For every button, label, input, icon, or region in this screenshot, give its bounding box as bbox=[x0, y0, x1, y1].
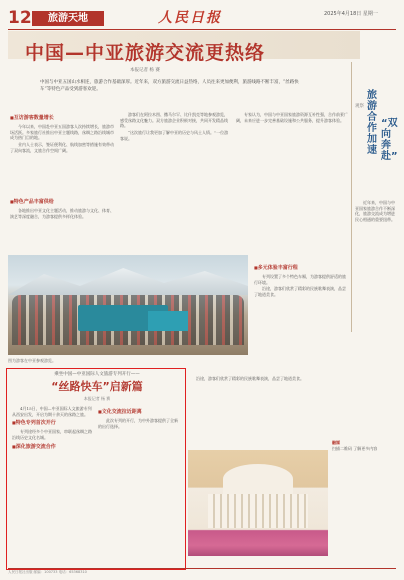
qr-ad-title: 融媒 bbox=[332, 440, 340, 445]
feature-para-1: 4月15日，中国—中亚国际人文旅游专列从西安出发，开启为期十余天的丝路之旅。 bbox=[12, 406, 92, 417]
sidebar-tag: 观察 bbox=[355, 104, 364, 109]
feature-para-3: 此次专列的开行，为中外游客提供了全新的出行选择。 bbox=[98, 418, 178, 429]
column-1-subhead: ■ 互访游客数量增长 bbox=[10, 114, 114, 122]
feature-column-1 bbox=[12, 406, 94, 564]
feature-subhead-3: ■ 文化交流拉近距离 bbox=[98, 408, 180, 416]
feature-subhead-2: ■ 深化旅游交流合作 bbox=[12, 443, 94, 451]
column-1-para-1: 今年以来，中国赴中亚五国游客人次持续增长，旅游市场活跃。多家旅行社推出中亚主题线路，丝绸之路沿线城市成为热门目的地。 bbox=[10, 124, 114, 141]
sidebar-text: 近年来，中国与中亚国家旅游合作不断深化，旅游交流成为增进民心相通的重要纽带。 bbox=[355, 200, 395, 223]
right-column-para-1: 专列设置了多个特色车厢，为游客提供舒适的旅行环境。 bbox=[254, 274, 346, 285]
feature-byline: 本报记者 杨 赛 bbox=[83, 396, 111, 401]
sidebar-body bbox=[355, 200, 397, 330]
right-column-subhead: ■ 多元体验丰富行程 bbox=[254, 264, 349, 272]
palace-text-para: 沿途，游客们欣赏了精彩的民族歌舞表演，品尝了地道美食。 bbox=[196, 376, 304, 381]
photo-mountains bbox=[8, 265, 248, 295]
footer-rule bbox=[8, 568, 396, 569]
page-number: 12 bbox=[8, 8, 32, 28]
group-photo bbox=[8, 255, 248, 355]
qr-ad-text: 扫描二维码 了解更多内容 bbox=[332, 445, 378, 451]
main-byline: 本报记者 杨 赛 bbox=[130, 68, 160, 73]
lead-text: 中国与中亚五国山水相连，旅游合作基础深厚。近年来，双方旅游交流日益热络，人员往来更加便利，旅游线路不断丰富，“丝路快车”等特色产品受到游客欢迎。 bbox=[40, 80, 299, 92]
page-header bbox=[8, 8, 396, 28]
page-footer: 人民日报社出版 邮编：100733 电话：65368310 bbox=[8, 570, 87, 574]
sidebar-title-2: “双向奔赴” bbox=[381, 118, 398, 162]
column-3-para-1: 游客们在阿拉木图、撒马尔罕、比什凯克等地参观游览，感受丝路文化魅力。双方旅游企业积极对接，共同开发精品线路。 bbox=[120, 112, 228, 129]
palace-photo bbox=[188, 450, 328, 556]
qr-ad-box bbox=[332, 440, 396, 520]
photo-flag-2 bbox=[148, 311, 188, 331]
column-4-para-1: 专家认为，中国与中亚国家旅游资源互补性强，合作前景广阔，未来应进一步完善基础设施和公共服务，提升游客体验。 bbox=[236, 112, 348, 123]
column-1-para-2: 业内人士表示，签证便利化、航线加密等措施有效带动了双向客流，文旅合作空间广阔。 bbox=[10, 142, 114, 153]
feature-headline: “丝路快车”启新篇 bbox=[51, 380, 143, 393]
feature-column-2 bbox=[98, 406, 180, 564]
article-column-1b bbox=[10, 196, 114, 251]
sidebar-divider bbox=[351, 62, 352, 332]
sidebar-title-1: 旅游合作加速 bbox=[367, 90, 377, 156]
dateline: 2025年4月18日 星期一 bbox=[324, 11, 378, 17]
column-3-para-2: “这次旅行让我更加了解中亚的历史与风土人情。”一位游客说。 bbox=[120, 130, 229, 141]
right-article-column bbox=[254, 262, 349, 372]
palace-text bbox=[188, 376, 328, 446]
article-column-3 bbox=[236, 112, 348, 252]
main-lead bbox=[40, 79, 310, 93]
feature-subhead-1: ■ 特色专列首次开行 bbox=[12, 419, 94, 427]
section-label: 旅游天地 bbox=[32, 11, 104, 26]
masthead-logo: 人民日报 bbox=[158, 10, 222, 26]
palace-columns bbox=[208, 494, 308, 528]
photo-caption: 图为游客在中亚参观游览。 bbox=[8, 358, 56, 363]
right-column-para-2: 沿途，游客们欣赏了精彩的民族歌舞表演，品尝了地道美食。 bbox=[254, 286, 346, 298]
feature-kicker: 乘坐中国—中亚国际人文旅游专列开行—— bbox=[54, 372, 140, 377]
main-title: 中国—中亚旅游交流更热络 bbox=[25, 42, 266, 64]
feature-para-2: 专列途经多个中亚国家，串联起丝绸之路沿线历史文化名城。 bbox=[12, 429, 92, 441]
column-2-para-1: 各地推出中亚文化主题活动，推动旅游与文化、体育、演艺等深度融合，为游客提供多样化体验。 bbox=[10, 208, 114, 219]
article-column-2 bbox=[120, 112, 230, 252]
column-2-subhead: ■ 特色产品丰富供给 bbox=[10, 198, 114, 206]
header-rule bbox=[8, 29, 396, 30]
palace-dome bbox=[223, 464, 293, 494]
